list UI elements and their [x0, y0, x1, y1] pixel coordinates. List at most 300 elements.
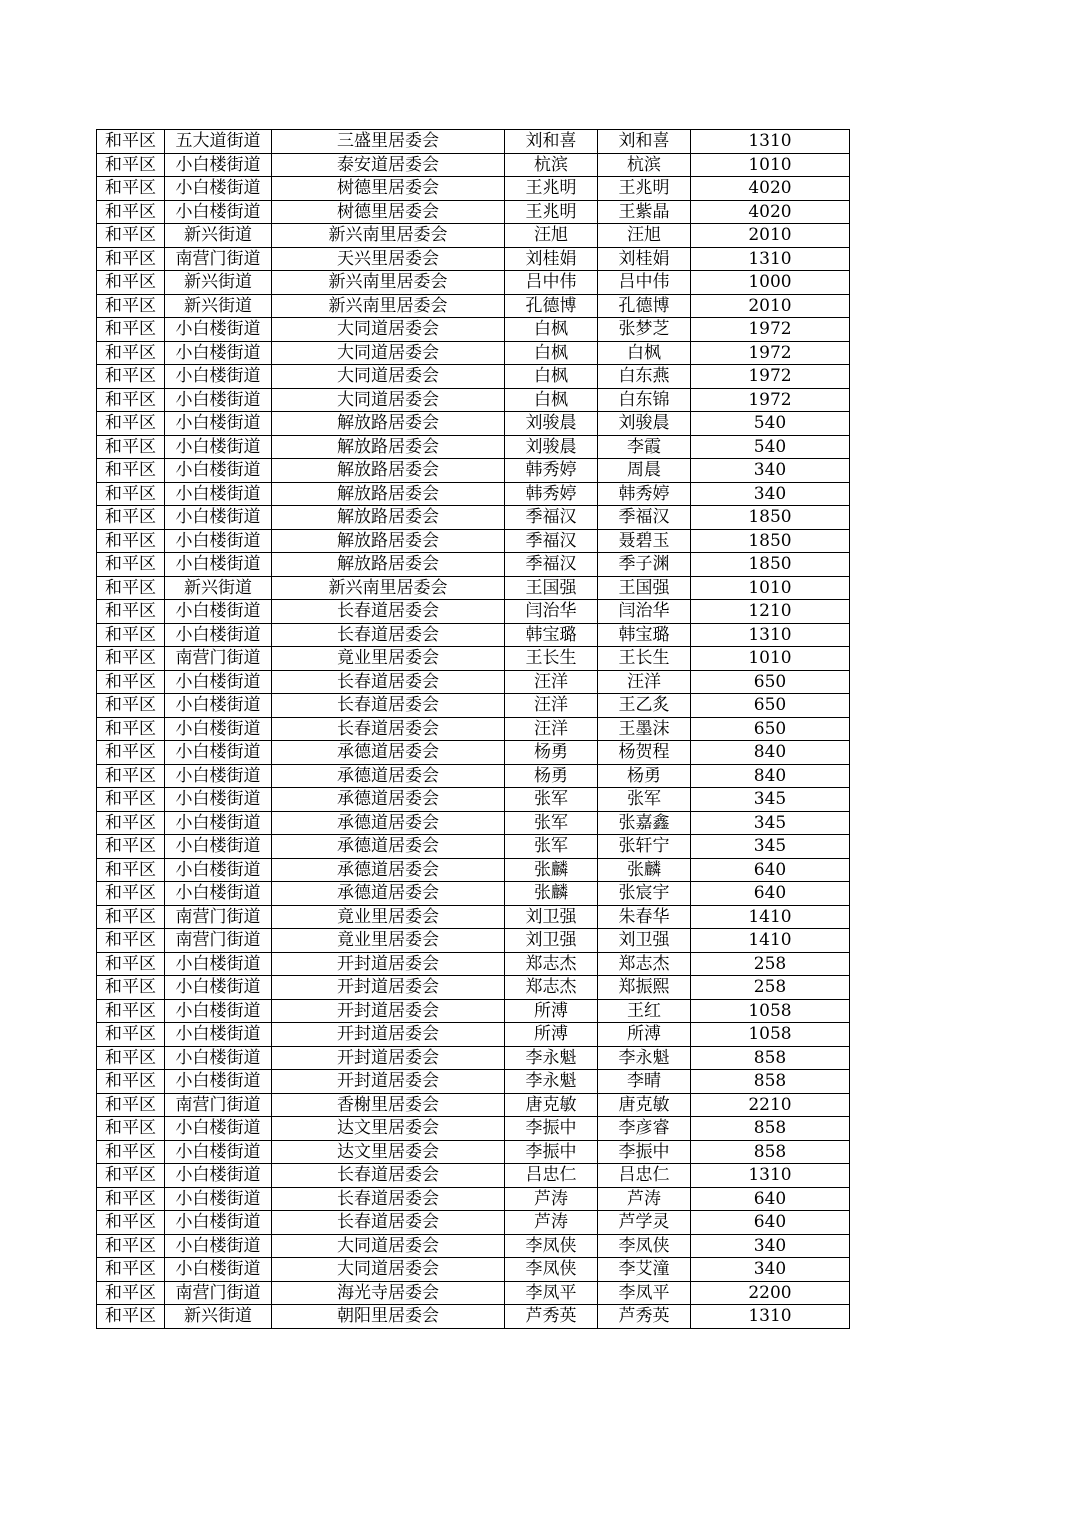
table-row — [97, 177, 850, 201]
applicant-cell: 季福汉 — [505, 553, 598, 577]
table-row — [97, 647, 850, 671]
street-cell: 小白楼街道 — [165, 412, 272, 436]
member-cell: 季子渊 — [598, 553, 691, 577]
amount-cell: 1058 — [691, 999, 850, 1023]
committee-cell: 新兴南里居委会 — [272, 224, 505, 248]
member-cell: 杨勇 — [598, 764, 691, 788]
table-row — [97, 153, 850, 177]
member-cell: 郑振熙 — [598, 976, 691, 1000]
committee-cell: 长春道居委会 — [272, 1211, 505, 1235]
table-row — [97, 482, 850, 506]
table-row — [97, 553, 850, 577]
amount-cell: 1010 — [691, 647, 850, 671]
committee-cell: 开封道居委会 — [272, 976, 505, 1000]
member-cell: 王红 — [598, 999, 691, 1023]
street-cell: 小白楼街道 — [165, 388, 272, 412]
table-row — [97, 1258, 850, 1282]
table-row — [97, 412, 850, 436]
street-cell: 小白楼街道 — [165, 341, 272, 365]
district-cell: 和平区 — [97, 835, 165, 859]
member-cell: 李凤平 — [598, 1281, 691, 1305]
amount-cell: 4020 — [691, 200, 850, 224]
member-cell: 吕忠仁 — [598, 1164, 691, 1188]
committee-cell: 新兴南里居委会 — [272, 271, 505, 295]
committee-cell: 泰安道居委会 — [272, 153, 505, 177]
table-row — [97, 1023, 850, 1047]
district-cell: 和平区 — [97, 976, 165, 1000]
street-cell: 南营门街道 — [165, 247, 272, 271]
table-row — [97, 1164, 850, 1188]
street-cell: 小白楼街道 — [165, 976, 272, 1000]
committee-cell: 大同道居委会 — [272, 365, 505, 389]
applicant-cell: 孔德博 — [505, 294, 598, 318]
table-row — [97, 905, 850, 929]
district-cell: 和平区 — [97, 929, 165, 953]
district-cell: 和平区 — [97, 506, 165, 530]
member-cell: 李彦睿 — [598, 1117, 691, 1141]
amount-cell: 1000 — [691, 271, 850, 295]
street-cell: 小白楼街道 — [165, 200, 272, 224]
district-cell: 和平区 — [97, 294, 165, 318]
applicant-cell: 张麟 — [505, 858, 598, 882]
amount-cell: 650 — [691, 717, 850, 741]
district-cell: 和平区 — [97, 623, 165, 647]
member-cell: 李晴 — [598, 1070, 691, 1094]
applicant-cell: 李凤平 — [505, 1281, 598, 1305]
member-cell: 王紫晶 — [598, 200, 691, 224]
district-cell: 和平区 — [97, 153, 165, 177]
committee-cell: 大同道居委会 — [272, 1258, 505, 1282]
street-cell: 小白楼街道 — [165, 952, 272, 976]
member-cell: 杨贺程 — [598, 741, 691, 765]
district-cell: 和平区 — [97, 365, 165, 389]
committee-cell: 承德道居委会 — [272, 811, 505, 835]
district-cell: 和平区 — [97, 1093, 165, 1117]
table-row — [97, 999, 850, 1023]
committee-cell: 解放路居委会 — [272, 553, 505, 577]
district-cell: 和平区 — [97, 811, 165, 835]
committee-cell: 竟业里居委会 — [272, 647, 505, 671]
table-row — [97, 1211, 850, 1235]
amount-cell: 1058 — [691, 1023, 850, 1047]
committee-cell: 达文里居委会 — [272, 1117, 505, 1141]
applicant-cell: 白枫 — [505, 341, 598, 365]
committee-cell: 大同道居委会 — [272, 341, 505, 365]
table-row — [97, 1046, 850, 1070]
table-row — [97, 764, 850, 788]
applicant-cell: 李永魁 — [505, 1046, 598, 1070]
applicant-cell: 吕忠仁 — [505, 1164, 598, 1188]
table-row — [97, 694, 850, 718]
street-cell: 小白楼街道 — [165, 1258, 272, 1282]
table-row — [97, 506, 850, 530]
applicant-cell: 芦涛 — [505, 1211, 598, 1235]
applicant-cell: 王兆明 — [505, 200, 598, 224]
district-cell: 和平区 — [97, 412, 165, 436]
applicant-cell: 汪洋 — [505, 694, 598, 718]
member-cell: 刘和喜 — [598, 130, 691, 154]
table-row — [97, 341, 850, 365]
amount-cell: 650 — [691, 694, 850, 718]
applicant-cell: 白枫 — [505, 318, 598, 342]
table-row — [97, 224, 850, 248]
committee-cell: 解放路居委会 — [272, 435, 505, 459]
table-row — [97, 811, 850, 835]
member-cell: 张宸宇 — [598, 882, 691, 906]
table-row — [97, 365, 850, 389]
applicant-cell: 汪旭 — [505, 224, 598, 248]
street-cell: 小白楼街道 — [165, 1211, 272, 1235]
table-row — [97, 670, 850, 694]
member-cell: 周晨 — [598, 459, 691, 483]
applicant-cell: 闫治华 — [505, 600, 598, 624]
street-cell: 南营门街道 — [165, 1093, 272, 1117]
district-cell: 和平区 — [97, 1023, 165, 1047]
street-cell: 南营门街道 — [165, 905, 272, 929]
district-cell: 和平区 — [97, 341, 165, 365]
applicant-cell: 所溥 — [505, 1023, 598, 1047]
applicant-cell: 杨勇 — [505, 741, 598, 765]
street-cell: 小白楼街道 — [165, 459, 272, 483]
district-cell: 和平区 — [97, 435, 165, 459]
applicant-cell: 刘骏晨 — [505, 412, 598, 436]
member-cell: 白枫 — [598, 341, 691, 365]
member-cell: 王乙炙 — [598, 694, 691, 718]
district-cell: 和平区 — [97, 858, 165, 882]
district-cell: 和平区 — [97, 1211, 165, 1235]
member-cell: 唐克敏 — [598, 1093, 691, 1117]
table-row — [97, 623, 850, 647]
amount-cell: 858 — [691, 1117, 850, 1141]
table-row — [97, 600, 850, 624]
amount-cell: 340 — [691, 1234, 850, 1258]
district-cell: 和平区 — [97, 717, 165, 741]
amount-cell: 1972 — [691, 388, 850, 412]
table-row — [97, 1234, 850, 1258]
applicant-cell: 白枫 — [505, 365, 598, 389]
district-cell: 和平区 — [97, 1140, 165, 1164]
street-cell: 小白楼街道 — [165, 506, 272, 530]
committee-cell: 长春道居委会 — [272, 670, 505, 694]
amount-cell: 345 — [691, 811, 850, 835]
amount-cell: 340 — [691, 459, 850, 483]
committee-cell: 香榭里居委会 — [272, 1093, 505, 1117]
district-cell: 和平区 — [97, 388, 165, 412]
district-cell: 和平区 — [97, 130, 165, 154]
amount-cell: 1850 — [691, 506, 850, 530]
district-cell: 和平区 — [97, 905, 165, 929]
applicant-cell: 韩宝璐 — [505, 623, 598, 647]
applicant-cell: 刘桂娟 — [505, 247, 598, 271]
table-row — [97, 247, 850, 271]
table-row — [97, 576, 850, 600]
committee-cell: 承德道居委会 — [272, 882, 505, 906]
district-cell: 和平区 — [97, 529, 165, 553]
table-row — [97, 294, 850, 318]
table-row — [97, 858, 850, 882]
street-cell: 小白楼街道 — [165, 318, 272, 342]
district-cell: 和平区 — [97, 764, 165, 788]
street-cell: 小白楼街道 — [165, 1070, 272, 1094]
applicant-cell: 王国强 — [505, 576, 598, 600]
applicant-cell: 郑志杰 — [505, 952, 598, 976]
district-cell: 和平区 — [97, 952, 165, 976]
member-cell: 王长生 — [598, 647, 691, 671]
applicant-cell: 张军 — [505, 788, 598, 812]
amount-cell: 640 — [691, 1211, 850, 1235]
committee-cell: 大同道居委会 — [272, 318, 505, 342]
member-cell: 芦学灵 — [598, 1211, 691, 1235]
street-cell: 小白楼街道 — [165, 670, 272, 694]
applicant-cell: 所溥 — [505, 999, 598, 1023]
applicant-cell: 张麟 — [505, 882, 598, 906]
district-cell: 和平区 — [97, 1258, 165, 1282]
table-row — [97, 717, 850, 741]
street-cell: 小白楼街道 — [165, 600, 272, 624]
street-cell: 小白楼街道 — [165, 717, 272, 741]
committee-cell: 长春道居委会 — [272, 1164, 505, 1188]
amount-cell: 4020 — [691, 177, 850, 201]
district-cell: 和平区 — [97, 318, 165, 342]
street-cell: 新兴街道 — [165, 271, 272, 295]
amount-cell: 258 — [691, 976, 850, 1000]
member-cell: 芦涛 — [598, 1187, 691, 1211]
applicant-cell: 芦涛 — [505, 1187, 598, 1211]
amount-cell: 640 — [691, 882, 850, 906]
applicant-cell: 王长生 — [505, 647, 598, 671]
committee-cell: 长春道居委会 — [272, 600, 505, 624]
amount-cell: 1972 — [691, 365, 850, 389]
applicant-cell: 王兆明 — [505, 177, 598, 201]
member-cell: 王墨沫 — [598, 717, 691, 741]
committee-cell: 竟业里居委会 — [272, 929, 505, 953]
district-cell: 和平区 — [97, 788, 165, 812]
committee-cell: 树德里居委会 — [272, 200, 505, 224]
district-cell: 和平区 — [97, 459, 165, 483]
amount-cell: 1010 — [691, 153, 850, 177]
street-cell: 小白楼街道 — [165, 435, 272, 459]
member-cell: 王国强 — [598, 576, 691, 600]
table-row — [97, 388, 850, 412]
amount-cell: 1210 — [691, 600, 850, 624]
applicant-cell: 张军 — [505, 811, 598, 835]
amount-cell: 2200 — [691, 1281, 850, 1305]
committee-cell: 海光寺居委会 — [272, 1281, 505, 1305]
district-cell: 和平区 — [97, 1187, 165, 1211]
table-row — [97, 835, 850, 859]
district-cell: 和平区 — [97, 200, 165, 224]
table-row — [97, 1187, 850, 1211]
district-cell: 和平区 — [97, 882, 165, 906]
committee-cell: 开封道居委会 — [272, 999, 505, 1023]
committee-cell: 长春道居委会 — [272, 623, 505, 647]
committee-cell: 新兴南里居委会 — [272, 294, 505, 318]
amount-cell: 1310 — [691, 1305, 850, 1329]
table-row — [97, 1281, 850, 1305]
applicant-cell: 李永魁 — [505, 1070, 598, 1094]
applicant-cell: 白枫 — [505, 388, 598, 412]
applicant-cell: 韩秀婷 — [505, 459, 598, 483]
committee-cell: 达文里居委会 — [272, 1140, 505, 1164]
applicant-cell: 杨勇 — [505, 764, 598, 788]
table-row — [97, 435, 850, 459]
amount-cell: 2010 — [691, 224, 850, 248]
street-cell: 南营门街道 — [165, 1281, 272, 1305]
member-cell: 郑志杰 — [598, 952, 691, 976]
street-cell: 小白楼街道 — [165, 482, 272, 506]
district-cell: 和平区 — [97, 1070, 165, 1094]
district-cell: 和平区 — [97, 1164, 165, 1188]
district-cell: 和平区 — [97, 482, 165, 506]
table-row — [97, 318, 850, 342]
amount-cell: 345 — [691, 788, 850, 812]
street-cell: 小白楼街道 — [165, 365, 272, 389]
street-cell: 小白楼街道 — [165, 623, 272, 647]
member-cell: 闫治华 — [598, 600, 691, 624]
amount-cell: 1850 — [691, 529, 850, 553]
table-row — [97, 976, 850, 1000]
street-cell: 小白楼街道 — [165, 882, 272, 906]
applicant-cell: 杭滨 — [505, 153, 598, 177]
street-cell: 小白楼街道 — [165, 153, 272, 177]
applicant-cell: 唐克敏 — [505, 1093, 598, 1117]
member-cell: 刘骏晨 — [598, 412, 691, 436]
applicant-cell: 张军 — [505, 835, 598, 859]
member-cell: 李永魁 — [598, 1046, 691, 1070]
district-cell: 和平区 — [97, 177, 165, 201]
committee-cell: 解放路居委会 — [272, 459, 505, 483]
member-cell: 张军 — [598, 788, 691, 812]
applicant-cell: 李凤侠 — [505, 1258, 598, 1282]
street-cell: 小白楼街道 — [165, 764, 272, 788]
table-row — [97, 788, 850, 812]
street-cell: 新兴街道 — [165, 294, 272, 318]
amount-cell: 1410 — [691, 929, 850, 953]
district-cell: 和平区 — [97, 600, 165, 624]
committee-cell: 承德道居委会 — [272, 858, 505, 882]
committee-cell: 长春道居委会 — [272, 694, 505, 718]
committee-cell: 承德道居委会 — [272, 764, 505, 788]
member-cell: 孔德博 — [598, 294, 691, 318]
district-cell: 和平区 — [97, 1281, 165, 1305]
committee-cell: 承德道居委会 — [272, 835, 505, 859]
amount-cell: 1310 — [691, 130, 850, 154]
committee-cell: 新兴南里居委会 — [272, 576, 505, 600]
committee-cell: 承德道居委会 — [272, 741, 505, 765]
district-cell: 和平区 — [97, 553, 165, 577]
amount-cell: 1010 — [691, 576, 850, 600]
applicant-cell: 刘卫强 — [505, 905, 598, 929]
member-cell: 张麟 — [598, 858, 691, 882]
table-row — [97, 200, 850, 224]
applicant-cell: 刘卫强 — [505, 929, 598, 953]
table-row — [97, 882, 850, 906]
committee-cell: 三盛里居委会 — [272, 130, 505, 154]
member-cell: 聂碧玉 — [598, 529, 691, 553]
applicant-cell: 季福汉 — [505, 506, 598, 530]
amount-cell: 2010 — [691, 294, 850, 318]
committee-cell: 开封道居委会 — [272, 952, 505, 976]
committee-cell: 大同道居委会 — [272, 1234, 505, 1258]
street-cell: 小白楼街道 — [165, 788, 272, 812]
amount-cell: 640 — [691, 1187, 850, 1211]
member-cell: 李凤侠 — [598, 1234, 691, 1258]
member-cell: 韩宝璐 — [598, 623, 691, 647]
street-cell: 五大道街道 — [165, 130, 272, 154]
amount-cell: 2210 — [691, 1093, 850, 1117]
amount-cell: 1310 — [691, 247, 850, 271]
street-cell: 南营门街道 — [165, 647, 272, 671]
table-row — [97, 1093, 850, 1117]
table-row — [97, 271, 850, 295]
committee-cell: 解放路居委会 — [272, 482, 505, 506]
district-cell: 和平区 — [97, 647, 165, 671]
street-cell: 小白楼街道 — [165, 553, 272, 577]
applicant-cell: 李振中 — [505, 1140, 598, 1164]
committee-cell: 竟业里居委会 — [272, 905, 505, 929]
member-cell: 王兆明 — [598, 177, 691, 201]
table-row — [97, 1117, 850, 1141]
street-cell: 小白楼街道 — [165, 177, 272, 201]
committee-cell: 承德道居委会 — [272, 788, 505, 812]
member-cell: 韩秀婷 — [598, 482, 691, 506]
table-row — [97, 459, 850, 483]
member-cell: 吕中伟 — [598, 271, 691, 295]
street-cell: 小白楼街道 — [165, 811, 272, 835]
table-row — [97, 1070, 850, 1094]
committee-cell: 长春道居委会 — [272, 717, 505, 741]
applicant-cell: 刘骏晨 — [505, 435, 598, 459]
district-cell: 和平区 — [97, 1117, 165, 1141]
amount-cell: 1310 — [691, 623, 850, 647]
committee-cell: 解放路居委会 — [272, 529, 505, 553]
member-cell: 张嘉鑫 — [598, 811, 691, 835]
applicant-cell: 季福汉 — [505, 529, 598, 553]
amount-cell: 858 — [691, 1140, 850, 1164]
amount-cell: 858 — [691, 1070, 850, 1094]
applicant-cell: 刘和喜 — [505, 130, 598, 154]
member-cell: 季福汉 — [598, 506, 691, 530]
committee-cell: 解放路居委会 — [272, 412, 505, 436]
table-row — [97, 529, 850, 553]
data-table — [96, 129, 850, 1329]
table-row — [97, 1140, 850, 1164]
amount-cell: 858 — [691, 1046, 850, 1070]
applicant-cell: 韩秀婷 — [505, 482, 598, 506]
amount-cell: 340 — [691, 482, 850, 506]
street-cell: 小白楼街道 — [165, 999, 272, 1023]
member-cell: 杭滨 — [598, 153, 691, 177]
amount-cell: 540 — [691, 435, 850, 459]
amount-cell: 540 — [691, 412, 850, 436]
applicant-cell: 郑志杰 — [505, 976, 598, 1000]
applicant-cell: 李振中 — [505, 1117, 598, 1141]
committee-cell: 开封道居委会 — [272, 1023, 505, 1047]
applicant-cell: 李凤侠 — [505, 1234, 598, 1258]
street-cell: 小白楼街道 — [165, 694, 272, 718]
member-cell: 刘卫强 — [598, 929, 691, 953]
committee-cell: 开封道居委会 — [272, 1070, 505, 1094]
district-cell: 和平区 — [97, 999, 165, 1023]
amount-cell: 640 — [691, 858, 850, 882]
member-cell: 朱春华 — [598, 905, 691, 929]
district-cell: 和平区 — [97, 576, 165, 600]
member-cell: 芦秀英 — [598, 1305, 691, 1329]
member-cell: 汪洋 — [598, 670, 691, 694]
amount-cell: 1310 — [691, 1164, 850, 1188]
member-cell: 白东燕 — [598, 365, 691, 389]
district-cell: 和平区 — [97, 670, 165, 694]
